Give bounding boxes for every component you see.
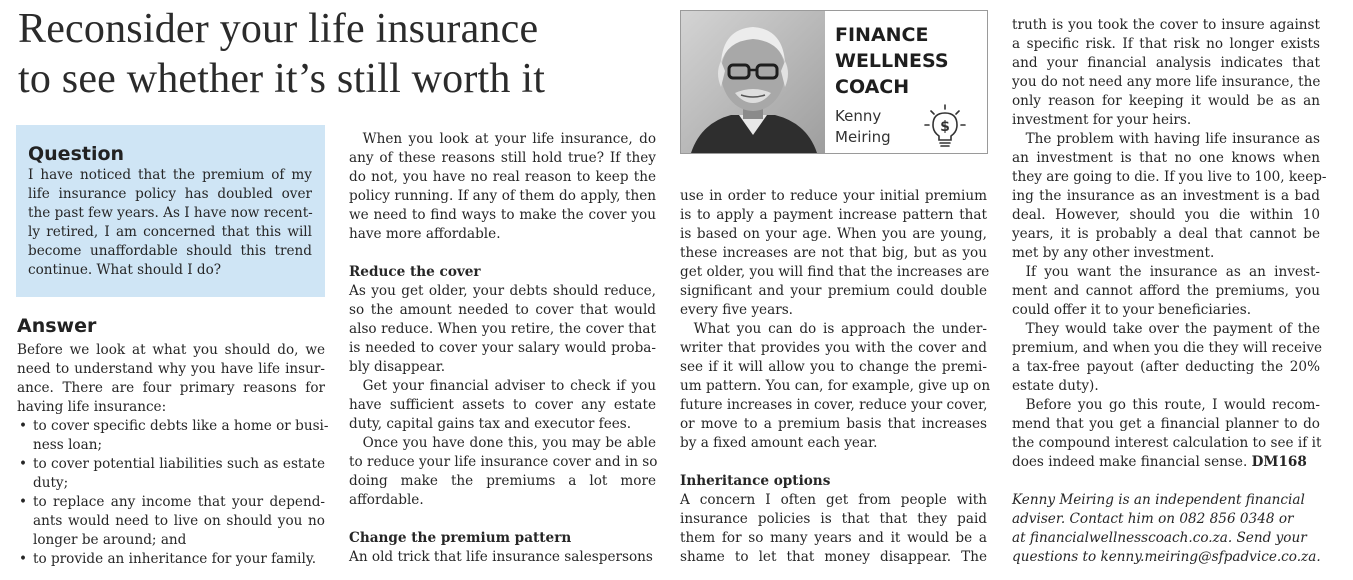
text-line: significant and your premium could double [680, 283, 987, 299]
text-line: they are going to die. If you live to 100, keep- [1012, 169, 1327, 185]
column-title [835, 22, 949, 100]
text-line: or move to a premium basis that increases [680, 416, 987, 432]
text-line: questions to kenny.meiring@sfpadvice.co.za. [1012, 549, 1321, 565]
column-3 [680, 187, 991, 567]
text-line: Get your financial adviser to check if you [349, 378, 656, 394]
text-line: do not, you have no real reason to keep the [349, 169, 656, 185]
text-line: the compound interest calculation to see if it [1012, 435, 1322, 451]
lightbulb-dollar-icon [923, 103, 967, 151]
signoff: DM168 [1251, 454, 1307, 470]
text-line: them for so many years and it would be a [680, 530, 987, 546]
column-title-line: FINANCE [835, 24, 929, 46]
text-line: ance. There are four primary reasons for [17, 380, 325, 396]
text-line: adviser. Contact him on 082 856 0348 or [1012, 511, 1294, 527]
text-line: affordable. [349, 492, 424, 508]
text-line: these increases are not that big, but as you [680, 245, 987, 261]
bullet-symbol: • [19, 494, 28, 510]
text-line: to replace any income that your depend- [33, 494, 325, 510]
spacer [349, 510, 656, 529]
question-heading: Question [28, 143, 125, 165]
text-line: use in order to reduce your initial premium [680, 188, 987, 204]
text-line: truth is you took the cover to insure against [1012, 17, 1320, 33]
text-line: investment for your heirs. [1012, 112, 1192, 128]
text-line: the past few years. As I have now recent- [28, 205, 313, 221]
bullet-symbol: • [19, 551, 28, 567]
text-line: so the amount needed to cover that would [349, 302, 656, 318]
text-line: Before we look at what you should do, we [17, 342, 325, 358]
text-line: to reduce your life insurance cover and in so [349, 454, 658, 470]
text-line: we need to find ways to make the cover you [349, 207, 656, 223]
column-2 [349, 130, 656, 567]
text-line: is needed to cover your salary would proba- [349, 340, 656, 356]
text-line: need to understand why you have life insur- [17, 361, 325, 377]
text-line: They would take over the payment of the [1012, 321, 1320, 337]
text-line: having life insurance: [17, 399, 167, 415]
text-line: Before you go this route, I would recom- [1012, 397, 1320, 413]
text-line: you do not need any more life insurance, the [1012, 74, 1321, 90]
text-line: to cover potential liabilities such as estate [33, 456, 325, 472]
text-line: a specific risk. If that risk no longer exists [1012, 36, 1320, 52]
text-line: As you get older, your debts should reduce, [349, 283, 656, 299]
text-line: duty, capital gains tax and executor fees. [349, 416, 632, 432]
text-line: have sufficient assets to cover any estate [349, 397, 656, 413]
columnist-photo [681, 11, 825, 153]
text-line: only reason for keeping it would be as an [1012, 93, 1320, 109]
text-line: shame to let that money disappear. The [680, 549, 987, 565]
column-title-line: COACH [835, 76, 910, 98]
columnist-box [680, 10, 988, 154]
portrait-illustration [681, 11, 825, 153]
text-line: have more affordable. [349, 226, 501, 242]
headline [18, 4, 545, 104]
text-line: um pattern. You can, for example, give up on [680, 378, 991, 394]
text-line: insurance policies is that that they paid [680, 511, 987, 527]
answer-text [17, 341, 329, 569]
answer-heading: Answer [17, 315, 97, 337]
spacer [1012, 472, 1320, 491]
text-line: future increases in cover, reduce your cover, [680, 397, 988, 413]
question-text [28, 166, 312, 280]
text-line: bly disappear. [349, 359, 446, 375]
text-line: When you look at your life insurance, do [349, 131, 656, 147]
text-line: Once you have done this, you may be able [349, 435, 656, 451]
text-line: writer that provides you with the cover and [680, 340, 987, 356]
text-line [1012, 453, 1320, 472]
column-4 [1012, 16, 1327, 567]
headline-line: Reconsider your life insurance [18, 6, 539, 52]
subheading: Reduce the cover [349, 264, 481, 280]
spacer [680, 453, 987, 472]
bullet-symbol: • [19, 418, 28, 434]
columnist-name-line: Kenny [835, 107, 882, 125]
text-line: ly retired, I am concerned that this will [28, 224, 312, 240]
text-line: an investment is that no one knows when [1012, 150, 1320, 166]
text-line: mend that you get a financial planner to do [1012, 416, 1320, 432]
spacer [349, 244, 656, 263]
text-line: If you want the insurance as an invest- [1012, 264, 1320, 280]
text-line: ness loan; [33, 437, 103, 453]
text-line: life insurance policy has doubled over [28, 186, 312, 202]
text-line: deal. However, should you die within 10 [1012, 207, 1320, 223]
headline-line: to see whether it’s still worth it [18, 56, 546, 102]
list-item [17, 493, 325, 550]
text-line: met by any other investment. [1012, 245, 1215, 261]
text-line: Kenny Meiring is an independent financial [1012, 492, 1305, 508]
text-line: by a fixed amount each year. [680, 435, 878, 451]
list-item [17, 417, 329, 455]
text-line: is based on your age. When you are young, [680, 226, 987, 242]
text-line: estate duty). [1012, 378, 1099, 394]
svg-text:$: $ [940, 119, 950, 135]
bullet-symbol: • [19, 456, 28, 472]
text-line: become unaffordable should this trend [28, 243, 312, 259]
text-line: longer be around; and [33, 532, 187, 548]
text-line: any of these reasons still hold true? If they [349, 150, 656, 166]
text-line: The problem with having life insurance as [1012, 131, 1320, 147]
text-line: get older, you will find that the increases are [680, 264, 990, 280]
list-item [17, 455, 325, 493]
text-line: could offer it to your beneficiaries. [1012, 302, 1252, 318]
list-item [17, 550, 325, 569]
text-line: policy running. If any of them do apply, then [349, 188, 656, 204]
text-line: to cover specific debts like a home or busi- [33, 418, 329, 434]
columnist-name-line: Meiring [835, 128, 891, 146]
text-line: duty; [33, 475, 69, 491]
text-line: premium, and when you die they will receive [1012, 340, 1323, 356]
text-line: A concern I often get from people with [680, 492, 987, 508]
text-line: continue. What should I do? [28, 262, 222, 278]
text-line: ants would need to live on should you no [33, 513, 325, 529]
text-line: doing make the premiums a lot more [349, 473, 656, 489]
text-line: see if it will allow you to change the premi- [680, 359, 987, 375]
text-line: every five years. [680, 302, 794, 318]
subheading: Change the premium pattern [349, 530, 572, 546]
text-line: is to apply a payment increase pattern that [680, 207, 987, 223]
subheading: Inheritance options [680, 473, 831, 489]
text-line: at financialwellnesscoach.co.za. Send your [1012, 530, 1307, 546]
column-title-line: WELLNESS [835, 50, 949, 72]
text-line: also reduce. When you retire, the cover that [349, 321, 656, 337]
text-line: An old trick that life insurance salespersons [349, 549, 653, 565]
text-line: a tax-free payout (after deducting the 20% [1012, 359, 1320, 375]
text-line: What you can do is approach the under- [680, 321, 987, 337]
text-line: ment and cannot afford the premiums, you [1012, 283, 1320, 299]
text-line: ing the insurance as an investment is a bad [1012, 188, 1320, 204]
author-bio [1012, 491, 1320, 567]
columnist-name [835, 106, 891, 148]
text-line-content: does indeed make financial sense. [1012, 454, 1248, 470]
text-line: and your financial analysis indicates that [1012, 55, 1320, 71]
text-line: to provide an inheritance for your family. [33, 551, 317, 567]
text-line: years, it is probably a deal that cannot be [1012, 226, 1320, 242]
text-line: I have noticed that the premium of my [28, 167, 312, 183]
